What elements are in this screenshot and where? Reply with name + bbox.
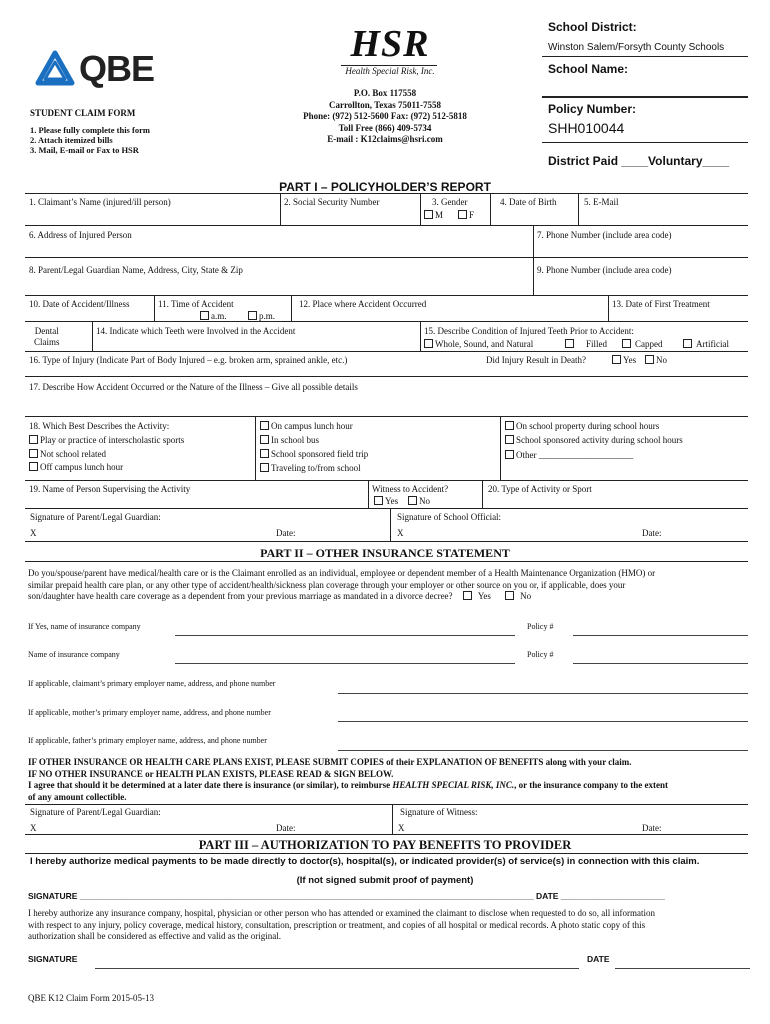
not-school-label: Not school related	[40, 449, 106, 459]
policy-number-label: Policy Number:	[548, 102, 637, 116]
filled-label: Filled	[586, 339, 608, 349]
claimant-employer-label: If applicable, claimant’s primary employer name, address, and phone number	[28, 679, 276, 688]
traveling-label: Traveling to/from school	[271, 463, 361, 473]
notice-line-3-company: HEALTH SPECIAL RISK, INC.	[392, 780, 515, 790]
phone7-label: 7. Phone Number (include area code)	[537, 230, 672, 240]
pm-checkbox[interactable]	[248, 311, 257, 320]
p2-sig-guardian-label: Signature of Parent/Legal Guardian:	[30, 807, 161, 817]
other-ins-no-label: No	[520, 591, 532, 601]
act-traveling[interactable]	[260, 463, 361, 473]
instruction-1: 1. Please fully complete this form	[30, 125, 150, 135]
hsr-address-block	[280, 88, 490, 146]
property-checkbox[interactable]	[505, 421, 514, 430]
gender-label: 3. Gender	[432, 197, 468, 207]
hsr-logo-text: HSR	[350, 23, 430, 65]
part3-para-line2: with respect to any injury, policy coverage, medical history, consultation, prescription or treatment, and copies of all hospital or medical records. A photo static copy of this	[28, 919, 646, 930]
cond-artificial[interactable]	[683, 339, 729, 349]
property-label: On school property during school hours	[516, 421, 660, 431]
witness-no[interactable]	[408, 496, 430, 506]
other-ins-yes-checkbox[interactable]	[463, 591, 472, 600]
bus-label: In school bus	[271, 435, 319, 445]
email-label: 5. E-Mail	[584, 197, 619, 207]
off-campus-label: Off campus lunch hour	[40, 462, 124, 472]
am-label: a.m.	[211, 311, 227, 321]
time-accident-label: 11. Time of Accident	[158, 299, 234, 309]
ins-company-label: If Yes, name of insurance company	[28, 622, 141, 631]
part1-title: PART I – POLICYHOLDER’S REPORT	[279, 180, 491, 194]
act-not-school[interactable]	[29, 449, 106, 459]
dob-label: 4. Date of Birth	[500, 197, 557, 207]
p1-x-2: X	[397, 528, 404, 538]
claimant-name-label: 1. Claimant’s Name (injured/ill person)	[29, 197, 171, 207]
sponsored-checkbox[interactable]	[505, 435, 514, 444]
qbe-logo	[35, 48, 165, 90]
phone9-label: 9. Phone Number (include area code)	[537, 265, 672, 275]
toll-free: Toll Free (866) 409-5734	[338, 122, 432, 133]
city: Carrollton, Texas 75011-7558	[328, 99, 442, 110]
teeth-label: 14. Indicate which Teeth were Involved in the Accident	[96, 326, 296, 336]
gender-m-checkbox[interactable]	[424, 210, 433, 219]
p2-sig-witness-label: Signature of Witness:	[400, 807, 478, 817]
qbe-emblem-icon	[35, 50, 75, 90]
father-employer-label: If applicable, father’s primary employer name, address, and phone number	[28, 736, 267, 745]
signature-line-1[interactable]: SIGNATURE ________________________________________________________________________________________________ DATE ______________________	[28, 891, 665, 901]
death-no-label: No	[656, 355, 667, 365]
form-instructions	[30, 108, 150, 155]
on-campus-checkbox[interactable]	[260, 421, 269, 430]
witness-yes-checkbox[interactable]	[374, 496, 383, 505]
gender-f-label: F	[469, 210, 475, 220]
gender-m[interactable]	[424, 210, 443, 220]
district-paid: District Paid ____Voluntary____	[548, 154, 730, 168]
act-off-campus[interactable]	[29, 462, 123, 472]
witness-yes[interactable]	[374, 496, 398, 506]
part2-paragraph	[28, 568, 750, 603]
death-question: Did Injury Result in Death?	[486, 355, 586, 365]
part3-paragraph	[28, 908, 758, 943]
part2-para-line1: Do you/spouse/parent have medical/health care or is the Claimant enrolled as an individual, employee or dependent member of a Health Maintenance Organization (HMO) or	[28, 568, 656, 578]
address-label: 6. Address of Injured Person	[29, 230, 132, 240]
capped-checkbox[interactable]	[622, 339, 631, 348]
gender-m-label: M	[435, 210, 444, 220]
cond-whole[interactable]	[424, 339, 533, 349]
p1-date-2: Date:	[642, 528, 662, 538]
traveling-checkbox[interactable]	[260, 463, 269, 472]
sponsored-label: School sponsored activity during school hours	[516, 435, 683, 445]
p2-x-1: X	[30, 823, 37, 833]
notice-line-3	[28, 780, 758, 792]
ssn-label: 2. Social Security Number	[284, 197, 380, 207]
other-ins-no[interactable]	[505, 591, 531, 601]
act-on-campus[interactable]	[260, 421, 353, 431]
time-pm[interactable]	[248, 311, 275, 321]
phone-fax: Phone: (972) 512-5600 Fax: (972) 512-5818	[303, 111, 467, 121]
authorize-text: I hereby authorize medical payments to be made directly to doctor(s), hospital(s), or indicated provider(s) of service(s) in connection with this claim.	[30, 856, 700, 867]
part2-title: PART II – OTHER INSURANCE STATEMENT	[260, 546, 510, 560]
injury-type-label: 16. Type of Injury (Indicate Part of Body Injured – e.g. broken arm, sprained ankle, etc.)	[29, 355, 348, 365]
death-yes-label: Yes	[623, 355, 637, 365]
witness-yes-label: Yes	[385, 496, 399, 506]
describe-label: 17. Describe How Accident Occurred or the Nature of the Illness – Give all possible details	[29, 382, 358, 392]
p1-x-1: X	[30, 528, 37, 538]
name-company-label: Name of insurance company	[28, 650, 120, 659]
p1-sig-official-label: Signature of School Official:	[397, 512, 502, 522]
po-box: P.O. Box 117558	[353, 88, 417, 98]
school-district-value: Winston Salem/Forsyth County Schools	[548, 42, 725, 53]
notice-line-3-post: , or the insurance company to the extent	[514, 780, 668, 790]
p2-date-1: Date:	[276, 823, 296, 833]
field-trip-checkbox[interactable]	[260, 449, 269, 458]
notice-line-4: of any amount collectible.	[28, 791, 127, 802]
qbe-logo-text: QBE	[79, 48, 155, 89]
first-treatment-label: 13. Date of First Treatment	[612, 299, 710, 309]
instruction-3: 3. Mail, E-mail or Fax to HSR	[30, 145, 139, 155]
date-label-2: DATE	[587, 954, 610, 964]
time-am[interactable]	[200, 311, 227, 321]
part2-para-line3-row	[28, 591, 750, 603]
off-campus-checkbox[interactable]	[29, 462, 38, 471]
gender-f-checkbox[interactable]	[458, 210, 467, 219]
artificial-checkbox[interactable]	[683, 339, 692, 348]
place-label: 12. Place where Accident Occurred	[299, 299, 427, 309]
policy-number-value: SHH010044	[548, 120, 625, 136]
signature-label-2: SIGNATURE	[28, 954, 78, 964]
whole-checkbox[interactable]	[424, 339, 433, 348]
act-bus[interactable]	[260, 435, 319, 445]
act-play[interactable]	[29, 435, 184, 445]
p2-date-2: Date:	[642, 823, 662, 833]
part2-para-line2: similar prepaid health care plan, or any other type of accident/health/sickness plan coverage through your employer or other source on you or, if applicable, does your	[28, 579, 626, 590]
part3-para-line1: I hereby authorize any insurance company, hospital, physician or other person who has attended or examined the claimant to disclose when requested to do so, all information	[28, 908, 655, 918]
notice-line-2: IF NO OTHER INSURANCE or HEALTH PLAN EXISTS, PLEASE READ & SIGN BELOW.	[28, 768, 394, 779]
notice-line-1: IF OTHER INSURANCE OR HEALTH CARE PLANS EXIST, PLEASE SUBMIT COPIES of their EXPLANATION OF BENEFITS along with your claim.	[28, 757, 632, 767]
on-campus-label: On campus lunch hour	[271, 421, 353, 431]
bus-checkbox[interactable]	[260, 435, 269, 444]
policy-label-1: Policy #	[527, 622, 554, 631]
not-school-checkbox[interactable]	[29, 449, 38, 458]
death-no-checkbox[interactable]	[645, 355, 654, 364]
other-label: Other _____________________	[516, 450, 634, 460]
other-checkbox[interactable]	[505, 450, 514, 459]
am-checkbox[interactable]	[200, 311, 209, 320]
activity-label: 18. Which Best Describes the Activity:	[29, 421, 170, 431]
field-trip-label: School sponsored field trip	[271, 449, 369, 459]
capped-label: Capped	[635, 339, 663, 349]
school-district-label: School District:	[548, 20, 637, 34]
play-label: Play or practice of interscholastic sports	[40, 435, 185, 445]
p1-date-1: Date:	[276, 528, 296, 538]
claims-label: Claims	[34, 337, 60, 347]
date-accident-label: 10. Date of Accident/Illness	[29, 299, 130, 309]
other-ins-yes[interactable]	[463, 591, 491, 601]
act-other[interactable]	[505, 450, 633, 460]
form-title: STUDENT CLAIM FORM	[30, 108, 136, 118]
other-insurance-notice	[28, 757, 758, 803]
filled-checkbox[interactable]	[565, 339, 574, 348]
mother-employer-label: If applicable, mother’s primary employer name, address, and phone number	[28, 708, 271, 717]
form-id-footer: QBE K12 Claim Form 2015-05-13	[28, 993, 154, 1003]
gender-f[interactable]	[458, 210, 474, 220]
part2-para-line3: son/daughter have health care coverage as a dependent from your previous marriage as mandated in a divorce decree?	[28, 591, 453, 601]
death-yes[interactable]	[612, 355, 636, 365]
notice-line-3-pre: I agree that should it be determined at a later date there is insurance (or similar), to reimburse	[28, 780, 393, 790]
other-ins-no-checkbox[interactable]	[505, 591, 514, 600]
hsr-subtitle: Health Special Risk, Inc.	[345, 66, 435, 76]
part3-title: PART III – AUTHORIZATION TO PAY BENEFITS TO PROVIDER	[198, 838, 572, 852]
cond-capped[interactable]	[622, 339, 663, 349]
dental-label: Dental	[34, 326, 59, 336]
death-no[interactable]	[645, 355, 667, 365]
p2-x-2: X	[398, 823, 405, 833]
whole-label: Whole, Sound, and Natural	[435, 339, 534, 349]
school-name-label: School Name:	[548, 62, 629, 76]
date-2-line[interactable]	[615, 968, 750, 969]
dental-claims-label	[34, 326, 60, 348]
other-ins-yes-label: Yes	[477, 591, 491, 601]
signature-2-line[interactable]	[95, 968, 579, 969]
pm-label: p.m.	[259, 311, 276, 321]
act-sponsored[interactable]	[505, 435, 683, 445]
if-not-signed: (If not signed submit proof of payment)	[296, 875, 474, 886]
sport-type-label: 20. Type of Activity or Sport	[488, 484, 592, 494]
guardian-label: 8. Parent/Legal Guardian Name, Address, City, State & Zip	[29, 265, 243, 275]
condition-label: 15. Describe Condition of Injured Teeth Prior to Accident:	[424, 326, 634, 336]
act-property[interactable]	[505, 421, 659, 431]
witness-no-label: No	[419, 496, 430, 506]
p1-sig-guardian-label: Signature of Parent/Legal Guardian:	[30, 512, 161, 522]
play-checkbox[interactable]	[29, 435, 38, 444]
witness-no-checkbox[interactable]	[408, 496, 417, 505]
part3-para-line3: authorization shall be considered as effective and valid as the original.	[28, 931, 281, 941]
act-field-trip[interactable]	[260, 449, 368, 459]
artificial-label: Artificial	[696, 339, 729, 349]
hsr-logo	[335, 24, 445, 84]
instruction-2: 2. Attach itemized bills	[30, 135, 113, 145]
supervising-label: 19. Name of Person Supervising the Activity	[29, 484, 191, 494]
witness-label: Witness to Accident?	[372, 484, 449, 494]
cond-filled[interactable]	[565, 339, 607, 349]
hsr-email: E-mail : K12claims@hsri.com	[327, 134, 443, 144]
policy-label-2: Policy #	[527, 650, 554, 659]
death-yes-checkbox[interactable]	[612, 355, 621, 364]
